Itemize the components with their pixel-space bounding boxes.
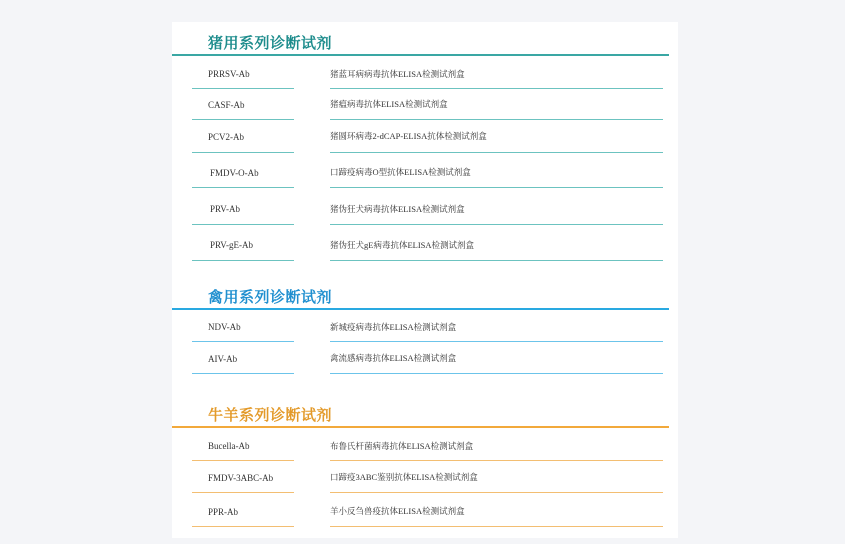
desc-underline xyxy=(330,119,663,120)
code-underline xyxy=(192,152,294,153)
product-code: Bucella-Ab xyxy=(208,441,250,451)
product-code: CASF-Ab xyxy=(208,100,245,110)
product-description[interactable]: 猪蓝耳病病毒抗体ELISA检测试剂盒 xyxy=(330,69,465,79)
product-description[interactable]: 猪瘟病毒抗体ELISA检测试剂盒 xyxy=(330,99,448,109)
code-underline xyxy=(192,119,294,120)
code-underline xyxy=(192,526,294,527)
product-code: PRV-Ab xyxy=(210,204,240,214)
product-description[interactable]: 猪伪狂犬gE病毒抗体ELISA检测试剂盒 xyxy=(330,240,475,250)
desc-underline xyxy=(330,260,663,261)
desc-underline xyxy=(330,526,663,527)
product-description[interactable]: 口蹄疫病毒O型抗体ELISA检测试剂盒 xyxy=(330,167,471,177)
section-title-poultry: 禽用系列诊断试剂 xyxy=(208,288,333,306)
desc-underline xyxy=(330,460,663,461)
code-underline xyxy=(192,260,294,261)
desc-underline xyxy=(330,88,663,89)
product-code: PCV2-Ab xyxy=(208,132,245,142)
product-code: PRRSV-Ab xyxy=(208,69,250,79)
code-underline xyxy=(192,187,294,188)
code-underline xyxy=(192,460,294,461)
section-divider-cattle-sheep xyxy=(172,426,669,428)
product-description[interactable]: 布鲁氏杆菌病毒抗体ELISA检测试剂盒 xyxy=(330,441,474,451)
code-underline xyxy=(192,373,294,374)
product-description[interactable]: 新城疫病毒抗体ELISA检测试剂盒 xyxy=(330,322,457,332)
desc-underline xyxy=(330,373,663,374)
section-divider-pig xyxy=(172,54,669,56)
section-divider-poultry xyxy=(172,308,669,310)
product-description[interactable]: 禽流感病毒抗体ELISA检测试剂盒 xyxy=(330,353,457,363)
product-description[interactable]: 口蹄疫3ABC鉴别抗体ELISA检测试剂盒 xyxy=(330,472,478,482)
product-catalog-card xyxy=(172,22,678,538)
product-code: FMDV-3ABC-Ab xyxy=(208,473,274,483)
product-code: AIV-Ab xyxy=(208,354,238,364)
product-code: PPR-Ab xyxy=(208,507,239,517)
section-title-pig: 猪用系列诊断试剂 xyxy=(208,34,333,52)
code-underline xyxy=(192,341,294,342)
desc-underline xyxy=(330,341,663,342)
section-title-cattle-sheep: 牛羊系列诊断试剂 xyxy=(208,406,333,424)
desc-underline xyxy=(330,224,663,225)
desc-underline xyxy=(330,492,663,493)
product-code: NDV-Ab xyxy=(208,322,241,332)
desc-underline xyxy=(330,187,663,188)
product-description[interactable]: 羊小反刍兽疫抗体ELISA检测试剂盒 xyxy=(330,506,465,516)
product-description[interactable]: 猪圆环病毒2-dCAP-ELISA抗体检测试剂盒 xyxy=(330,131,487,141)
code-underline xyxy=(192,88,294,89)
product-description[interactable]: 猪伪狂犬病毒抗体ELISA检测试剂盒 xyxy=(330,204,465,214)
desc-underline xyxy=(330,152,663,153)
product-code: FMDV-O-Ab xyxy=(210,168,259,178)
code-underline xyxy=(192,224,294,225)
product-code: PRV-gE-Ab xyxy=(210,240,253,250)
code-underline xyxy=(192,492,294,493)
